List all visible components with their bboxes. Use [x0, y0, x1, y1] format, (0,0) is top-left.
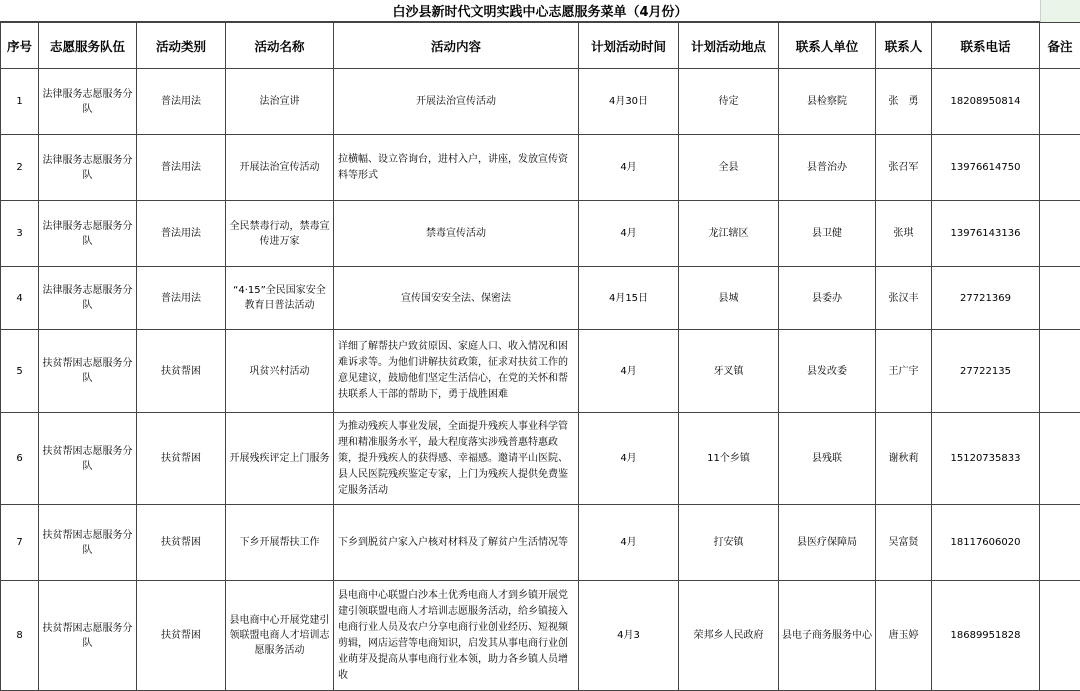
header-note[interactable]: 备注 [1040, 23, 1080, 69]
cell-note[interactable] [1040, 201, 1080, 267]
cell-activity-name[interactable]: 开展法治宣传活动 [226, 135, 334, 201]
cell-team[interactable]: 扶贫帮困志愿服务分队 [39, 505, 137, 581]
cell-no[interactable]: 6 [1, 413, 39, 505]
cell-contact[interactable]: 谢秋莉 [876, 413, 932, 505]
cell-place[interactable]: 龙江辖区 [679, 201, 779, 267]
cell-content[interactable]: 开展法治宣传活动 [334, 69, 579, 135]
table-row [1, 505, 1080, 581]
cell-unit[interactable]: 县卫健 [779, 201, 876, 267]
cell-note[interactable] [1040, 581, 1080, 691]
cell-activity-name[interactable]: “4·15”全民国家安全教育日普法活动 [226, 267, 334, 330]
cell-place[interactable]: 打安镇 [679, 505, 779, 581]
header-row [1, 23, 1080, 69]
cell-phone[interactable]: 27722135 [932, 330, 1040, 413]
table-body [1, 69, 1080, 691]
cell-no[interactable]: 1 [1, 69, 39, 135]
cell-team[interactable]: 扶贫帮困志愿服务分队 [39, 413, 137, 505]
cell-category[interactable]: 普法用法 [137, 135, 226, 201]
cell-category[interactable]: 扶贫帮困 [137, 581, 226, 691]
cell-category[interactable]: 扶贫帮困 [137, 505, 226, 581]
cell-note[interactable] [1040, 330, 1080, 413]
header-name[interactable]: 活动名称 [226, 23, 334, 69]
header-category[interactable]: 活动类别 [137, 23, 226, 69]
cell-phone[interactable]: 18689951828 [932, 581, 1040, 691]
sheet-edge-cell [1040, 0, 1080, 22]
header-no[interactable]: 序号 [1, 23, 39, 69]
cell-no[interactable]: 3 [1, 201, 39, 267]
header-time[interactable]: 计划活动时间 [579, 23, 679, 69]
cell-no[interactable]: 7 [1, 505, 39, 581]
header-phone[interactable]: 联系电话 [932, 23, 1040, 69]
table-row [1, 330, 1080, 413]
cell-note[interactable] [1040, 505, 1080, 581]
cell-content[interactable]: 禁毒宣传活动 [334, 201, 579, 267]
cell-no[interactable]: 8 [1, 581, 39, 691]
cell-no[interactable]: 2 [1, 135, 39, 201]
cell-note[interactable] [1040, 267, 1080, 330]
cell-activity-name[interactable]: 全民禁毒行动，禁毒宣传进万家 [226, 201, 334, 267]
cell-team[interactable]: 法律服务志愿服务分队 [39, 267, 137, 330]
cell-category[interactable]: 普法用法 [137, 267, 226, 330]
cell-contact[interactable]: 吴富贤 [876, 505, 932, 581]
cell-time[interactable]: 4月3 [579, 581, 679, 691]
cell-phone[interactable]: 13976614750 [932, 135, 1040, 201]
cell-note[interactable] [1040, 135, 1080, 201]
volunteer-service-table [0, 22, 1080, 691]
cell-time[interactable]: 4月15日 [579, 267, 679, 330]
cell-activity-name[interactable]: 县电商中心开展党建引领联盟电商人才培训志愿服务活动 [226, 581, 334, 691]
cell-time[interactable]: 4月 [579, 201, 679, 267]
cell-place[interactable]: 牙叉镇 [679, 330, 779, 413]
cell-content[interactable]: 县电商中心联盟白沙本土优秀电商人才到乡镇开展党建引领联盟电商人才培训志愿服务活动，给乡镇接入电商行业人员及农户分享电商行业创业经历、短视频剪辑，网店运营等电商知识，启发其从事电商行业创业萌芽及提高从事电商行业本领，助力各乡镇人员增收 [334, 581, 579, 691]
cell-category[interactable]: 普法用法 [137, 69, 226, 135]
cell-place[interactable]: 县城 [679, 267, 779, 330]
table-row [1, 413, 1080, 505]
cell-place[interactable]: 全县 [679, 135, 779, 201]
cell-activity-name[interactable]: 法治宣讲 [226, 69, 334, 135]
header-team[interactable]: 志愿服务队伍 [39, 23, 137, 69]
table-row [1, 267, 1080, 330]
table-row [1, 69, 1080, 135]
cell-place[interactable]: 待定 [679, 69, 779, 135]
cell-activity-name[interactable]: 开展残疾评定上门服务 [226, 413, 334, 505]
cell-activity-name[interactable]: 巩贫兴村活动 [226, 330, 334, 413]
cell-phone[interactable]: 27721369 [932, 267, 1040, 330]
cell-contact[interactable]: 唐玉婷 [876, 581, 932, 691]
table-row [1, 201, 1080, 267]
cell-note[interactable] [1040, 69, 1080, 135]
cell-team[interactable]: 法律服务志愿服务分队 [39, 69, 137, 135]
cell-unit[interactable]: 县电子商务服务中心 [779, 581, 876, 691]
cell-contact[interactable]: 王广宇 [876, 330, 932, 413]
cell-phone[interactable]: 15120735833 [932, 413, 1040, 505]
cell-team[interactable]: 法律服务志愿服务分队 [39, 201, 137, 267]
cell-unit[interactable]: 县普治办 [779, 135, 876, 201]
cell-contact[interactable]: 张召军 [876, 135, 932, 201]
cell-phone[interactable]: 13976143136 [932, 201, 1040, 267]
cell-category[interactable]: 扶贫帮困 [137, 413, 226, 505]
cell-unit[interactable]: 县检察院 [779, 69, 876, 135]
cell-time[interactable]: 4月 [579, 505, 679, 581]
header-content[interactable]: 活动内容 [334, 23, 579, 69]
cell-content[interactable]: 拉横幅、设立咨询台，进村入户，讲座，发放宣传资料等形式 [334, 135, 579, 201]
cell-time[interactable]: 4月 [579, 413, 679, 505]
cell-unit[interactable]: 县残联 [779, 413, 876, 505]
cell-contact[interactable]: 张汉丰 [876, 267, 932, 330]
cell-contact[interactable]: 张琪 [876, 201, 932, 267]
table-row [1, 135, 1080, 201]
cell-time[interactable]: 4月 [579, 330, 679, 413]
table-row [1, 581, 1080, 691]
header-contact[interactable]: 联系人 [876, 23, 932, 69]
cell-category[interactable]: 普法用法 [137, 201, 226, 267]
cell-time[interactable]: 4月30日 [579, 69, 679, 135]
cell-content[interactable]: 下乡到脱贫户家入户核对材料及了解贫户生活情况等 [334, 505, 579, 581]
cell-no[interactable]: 5 [1, 330, 39, 413]
cell-category[interactable]: 扶贫帮困 [137, 330, 226, 413]
cell-activity-name[interactable]: 下乡开展帮扶工作 [226, 505, 334, 581]
header-unit[interactable]: 联系人单位 [779, 23, 876, 69]
cell-place[interactable]: 11个乡镇 [679, 413, 779, 505]
cell-contact[interactable]: 张 勇 [876, 69, 932, 135]
cell-phone[interactable]: 18117606020 [932, 505, 1040, 581]
cell-phone[interactable]: 18208950814 [932, 69, 1040, 135]
cell-no[interactable]: 4 [1, 267, 39, 330]
cell-note[interactable] [1040, 413, 1080, 505]
cell-time[interactable]: 4月 [579, 135, 679, 201]
cell-team[interactable]: 扶贫帮困志愿服务分队 [39, 581, 137, 691]
cell-unit[interactable]: 县发改委 [779, 330, 876, 413]
cell-place[interactable]: 荣邦乡人民政府 [679, 581, 779, 691]
header-place[interactable]: 计划活动地点 [679, 23, 779, 69]
cell-content[interactable]: 详细了解帮扶户致贫原因、家庭人口、收入情况和困难诉求等。为他们讲解扶贫政策，征求对扶贫工作的意见建议，鼓励他们坚定生活信心，在党的关怀和帮扶联系人干部的帮助下，勇于战胜困难 [334, 330, 579, 413]
cell-unit[interactable]: 县医疗保障局 [779, 505, 876, 581]
cell-unit[interactable]: 县委办 [779, 267, 876, 330]
cell-team[interactable]: 法律服务志愿服务分队 [39, 135, 137, 201]
sheet-title: 白沙县新时代文明实践中心志愿服务菜单（4月份） [0, 0, 1080, 22]
cell-content[interactable]: 宣传国安安全法、保密法 [334, 267, 579, 330]
cell-team[interactable]: 扶贫帮困志愿服务分队 [39, 330, 137, 413]
cell-content[interactable]: 为推动残疾人事业发展，全面提升残疾人事业科学管理和精准服务水平，最大程度落实涉残普惠特惠政策，提升残疾人的获得感、幸福感。邀请平山医院、县人民医院残疾鉴定专家，上门为残疾人提供免费鉴定服务活动 [334, 413, 579, 505]
